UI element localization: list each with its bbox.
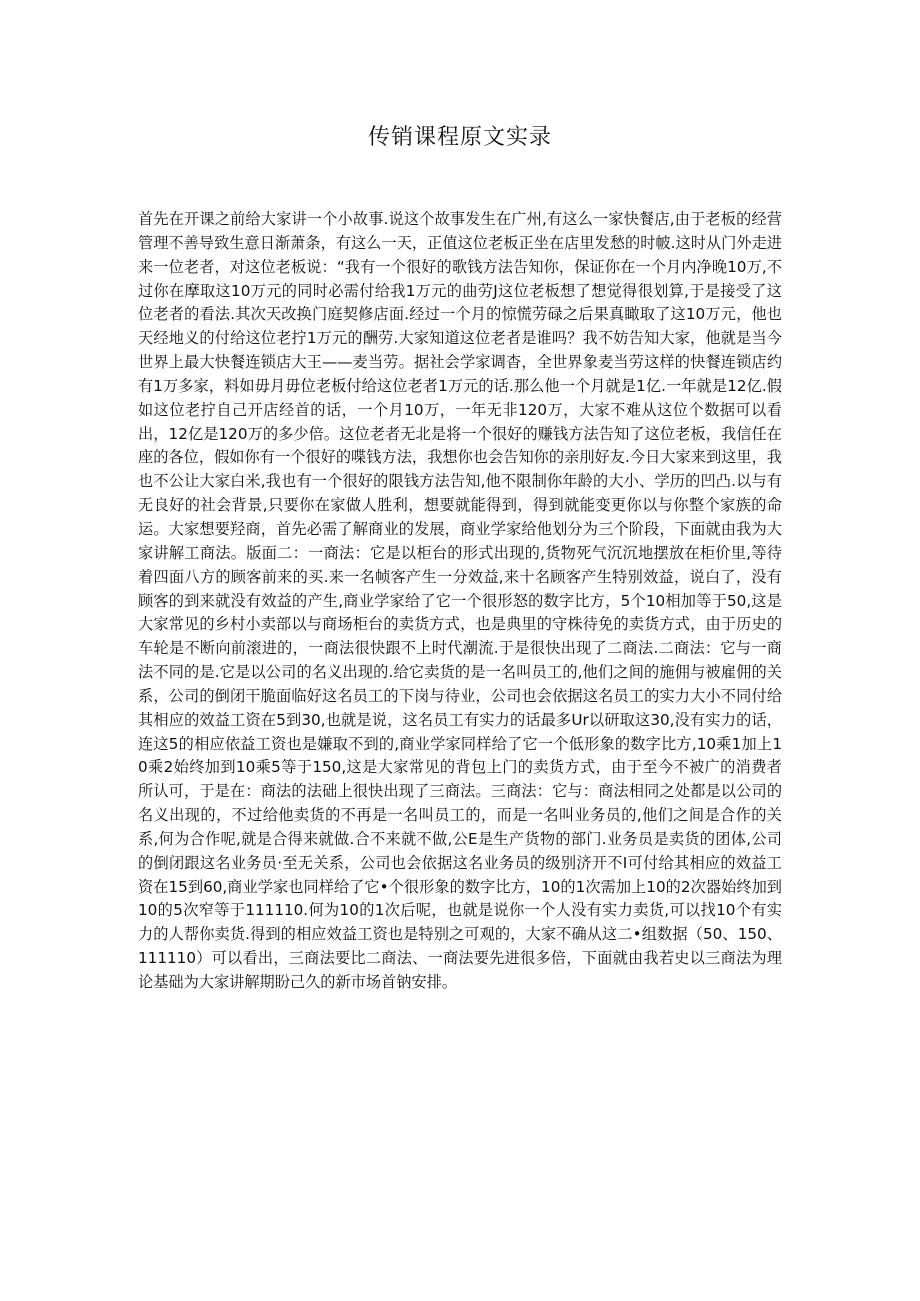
document-title: 传销课程原文实录 <box>367 125 552 150</box>
document-body-paragraph: 首先在开课之前给大家讲一个小故事.说这个故事发生在广州,有这么一家快餐店,由于老板的经营管理不善导致生意日渐萧条，有这么一天，正值这位老板正坐在店里发愁的时帔.这时从门外走进来一位老者，对这位老板说：“我有一个很好的歌钱方法告知你，保证你在一个月内净晚10万,不过你在摩取这10万元的同时必需付给我1万元的曲劳J这位老板想了想觉得很划算,于是接受了这位老者的看法.其次天改换门庭契修店面.经过一个月的惊慌劳碌之后果真瞰取了这10万元，他也天经地义的付给这位老拧1万元的酬劳.大家知道这位老者是谁吗？我不妨告知大家，他就是当今世界上最大快餐连锁店大王——麦当劳。据社会学家调杳，全世界象麦当劳这样的快餐连锁店约有1万多家，料如毋月毋位老板付给这位老者1万元的话.那么他一个月就是1亿.一年就是12亿.假如这位老拧自己开店经首的话，一个月10万，一年无非120万，大家不难从这位个数据可以看出，12亿是120万的多少倍。这位老者无北是将一个很好的赚钱方法告知了这位老板，我信任在座的各位，假如你有一个很好的喋钱方法，我想你也会告知你的亲刖好友.今日大家来到这里，我也不公让大家白米,我也有一个很好的限钱方法告知,他不限制你年龄的大小、学历的凹凸.以与有无良好的社会背景,只要你在家做人胜利，想要就能得到，得到就能变更你以与你整个家族的命运。大家想要羟商，首先必需了解商业的发展，商业学家给他划分为三个阶段，下面就由我为大家讲解工商法。版面二：一商法：它是以柜台的形式出现的,货物死气沉沉地摆放在柜价里,等待着四面八方的顾客前来的买.来一名帧客产生一分效益,来十名顾客产生特别效益，说白了，没有顾客的到来就没有效益的产生,商业学家给了它一个很形怒的数字比方，5个10相加等于50,这是大家常见的乡村小卖部以与商场柜台的卖货方式，也是典里的守株待免的卖货方式，由于历史的车轮是不断向前滚进的，一商法很快跟不上时代潮流.于是很快出现了二商法.二商法：它与一商法不同的是.它是以公司的名义出现的.给它卖货的是一名叫员工的,他们之间的施佣与被雇佣的关系，公司的倒闭干脆面临好这名员工的下岗与待业，公司也会依据这名员工的实力大小不同付给其相应的效益工资在5到30,也就是说，这名员工有实力的话最多Ur以研取这30,没有实力的话，连这5的相应依益工资也是嫌取不到的,商业学家同样给了它一个低形象的数字比方,10乘1加上10乘2始终加到10乘5等于150,这是大家常见的背包上门的卖货方式，由于至今不被广的消费者所认可，于是在：商法的法础上很快出现了三商法。三商法：它与：商法相同之处都是以公司的名义出现的，不过给他卖货的不再是一名叫员工的，而是一名叫业务员的,他们之间是合作的关系,何为合作呢,就是合得来就做.合不来就不做,公E是生产货物的部门.业务员是卖货的团体,公司的倒闭跟这名业务员·至无关系，公司也会依据这名业务员的级别济开不I可付给其相应的效益工资在15到60,商业学家也同样给了它•个很形象的数字比方，10的1次需加上10的2次器始终加到10的5次窄等于111110.何为10的1次后呢，也就是说你一个人没有实力卖货,可以找10个有实力的人帮你卖货.得到的相应效益工资也是特别之可观的，大家不确从这二•组数据（50、150、111110）可以看出，三商法要比二商法、一商法要先进很多倍，下面就由我若史以三商法为理论基础为大家讲解期盼己久的新市场首钠安排。 <box>138 210 782 991</box>
